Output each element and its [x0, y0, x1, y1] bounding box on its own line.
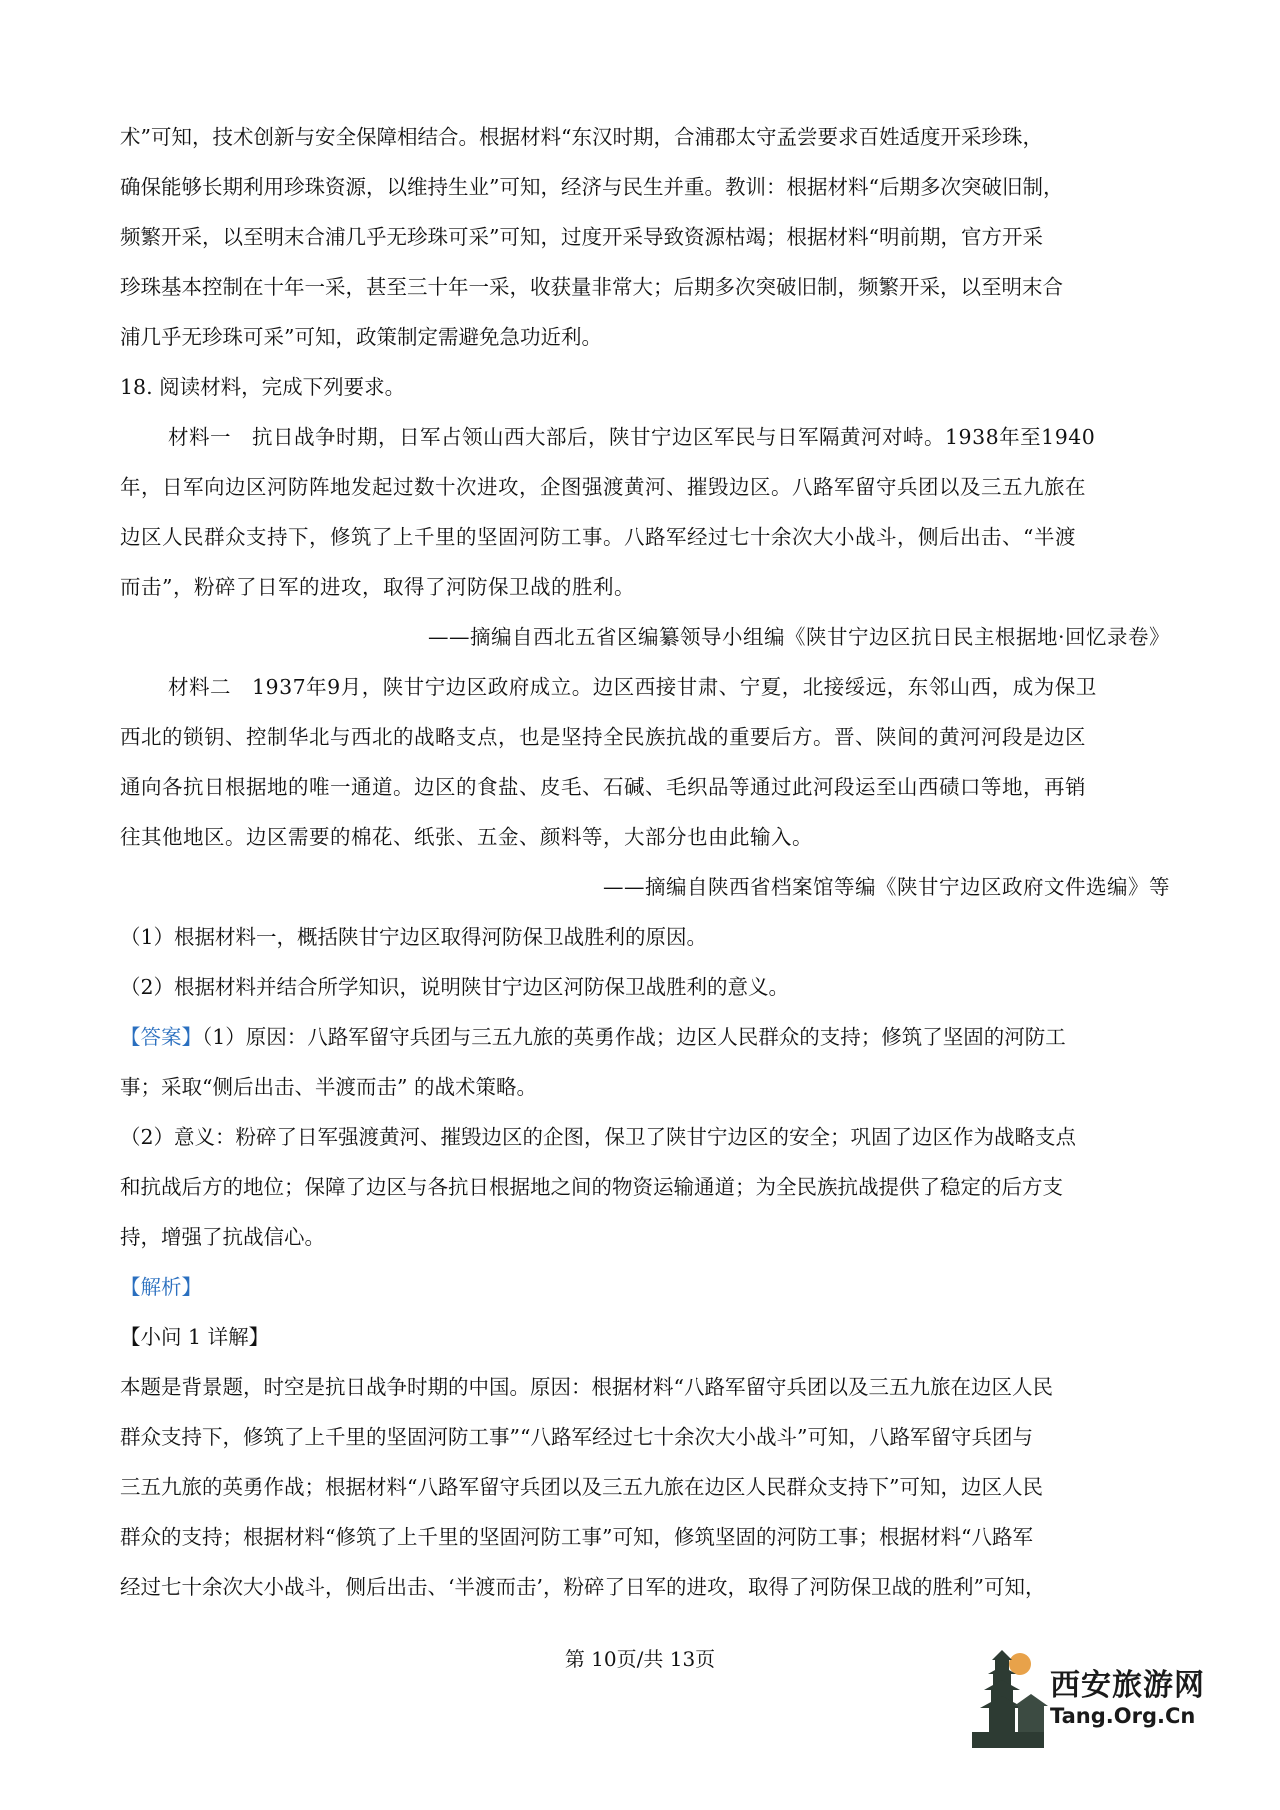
- document-body: [120, 112, 1170, 1612]
- page-number: 第 10页/共 13页: [564, 1647, 716, 1671]
- analysis-line: 经过七十余次大小战斗，侧后出击、‘半渡而击’，粉碎了日军的进攻，取得了河防保卫战的胜利”可知，: [120, 1575, 1046, 1599]
- material-line: 材料二 1937年9月，陕甘宁边区政府成立。边区西接甘肃、宁夏，北接绥远，东邻山西，成为保卫: [168, 675, 1097, 699]
- watermark-url: Tang.Org.Cn: [1050, 1704, 1196, 1728]
- analysis-subtitle: 【小问 1 详解】: [120, 1325, 270, 1349]
- pagoda-icon: [962, 1646, 1052, 1752]
- material-line: 往其他地区。边区需要的棉花、纸张、五金、颜料等，大部分也由此输入。: [120, 825, 813, 849]
- answer-tag: 【答案】: [120, 1025, 202, 1049]
- text-line: 珍珠基本控制在十年一采，甚至三十年一采，收获量非常大；后期多次突破旧制，频繁开采，以至明末合: [120, 275, 1063, 299]
- analysis-line: 群众的支持；根据材料“修筑了上千里的坚固河防工事”可知，修筑坚固的河防工事；根据材料“八路军: [120, 1525, 1033, 1549]
- material-source: ——摘编自陕西省档案馆等编《陕甘宁边区政府文件选编》等: [603, 875, 1170, 899]
- analysis-section: [120, 1262, 1170, 1612]
- material-line: 西北的锁钥、控制华北与西北的战略支点，也是坚持全民族抗战的重要后方。晋、陕间的黄河河段是边区: [120, 725, 1086, 749]
- answer-line: 持，增强了抗战信心。: [120, 1225, 325, 1249]
- answer-line: 事；采取“侧后出击、半渡而击” 的战术策略。: [120, 1075, 537, 1099]
- text-line: 术”可知，技术创新与安全保障相结合。根据材料“东汉时期，合浦郡太守孟尝要求百姓适度开采珍珠，: [120, 125, 1043, 149]
- material-line: 通向各抗日根据地的唯一通道。边区的食盐、皮毛、石碱、毛织品等通过此河段运至山西碛口等地，再销: [120, 775, 1086, 799]
- question-heading: 18. 阅读材料，完成下列要求。: [120, 375, 406, 399]
- material-line: 边区人民群众支持下，修筑了上千里的坚固河防工事。八路军经过七十余次大小战斗，侧后出击、“半渡: [120, 525, 1076, 549]
- material-one: [120, 412, 1170, 662]
- text-line: 频繁开采，以至明末合浦几乎无珍珠可采”可知，过度开采导致资源枯竭；根据材料“明前期，官方开采: [120, 225, 1043, 249]
- analysis-line: 三五九旅的英勇作战；根据材料“八路军留守兵团以及三五九旅在边区人民群众支持下”可知，边区人民: [120, 1475, 1043, 1499]
- question-item: （1）根据材料一，概括陕甘宁边区取得河防保卫战胜利的原因。: [120, 925, 708, 949]
- material-line: 年，日军向边区河防阵地发起过数十次进攻，企图强渡黄河、摧毁边区。八路军留守兵团以及三五九旅在: [120, 475, 1086, 499]
- watermark-logo: [962, 1646, 1248, 1752]
- answer-line: （2）意义：粉碎了日军强渡黄河、摧毁边区的企图，保卫了陕甘宁边区的安全；巩固了边区作为战略支点: [120, 1125, 1077, 1149]
- text-line: 确保能够长期利用珍珠资源，以维持生业”可知，经济与民生并重。教训：根据材料“后期多次突破旧制，: [120, 175, 1064, 199]
- material-line: 而击”，粉碎了日军的进攻，取得了河防保卫战的胜利。: [120, 575, 635, 599]
- answer-line: 和抗战后方的地位；保障了边区与各抗日根据地之间的物资运输通道；为全民族抗战提供了稳定的后方支: [120, 1175, 1063, 1199]
- analysis-line: 群众支持下，修筑了上千里的坚固河防工事”“八路军经过七十余次大小战斗”可知，八路军留守兵团与: [120, 1425, 1033, 1449]
- material-line: 材料一 抗日战争时期，日军占领山西大部后，陕甘宁边区军民与日军隔黄河对峙。1938年至1940: [168, 425, 1096, 449]
- analysis-tag: 【解析】: [120, 1275, 202, 1299]
- text-line: 浦几乎无珍珠可采”可知，政策制定需避免急功近利。: [120, 325, 602, 349]
- question-item: （2）根据材料并结合所学知识，说明陕甘宁边区河防保卫战胜利的意义。: [120, 975, 790, 999]
- answer-line: [120, 1012, 1170, 1062]
- answer-text: （1）原因：八路军留守兵团与三五九旅的英勇作战；边区人民群众的支持；修筑了坚固的河防工: [202, 1025, 1066, 1049]
- material-two: [120, 662, 1170, 912]
- answer-section: [120, 1012, 1170, 1262]
- material-source: ——摘编自西北五省区编纂领导小组编《陕甘宁边区抗日民主根据地·回忆录卷》: [427, 625, 1170, 649]
- analysis-line: 本题是背景题，时空是抗日战争时期的中国。原因：根据材料“八路军留守兵团以及三五九旅在边区人民: [120, 1375, 1053, 1399]
- watermark-title: 西安旅游网: [1050, 1668, 1205, 1703]
